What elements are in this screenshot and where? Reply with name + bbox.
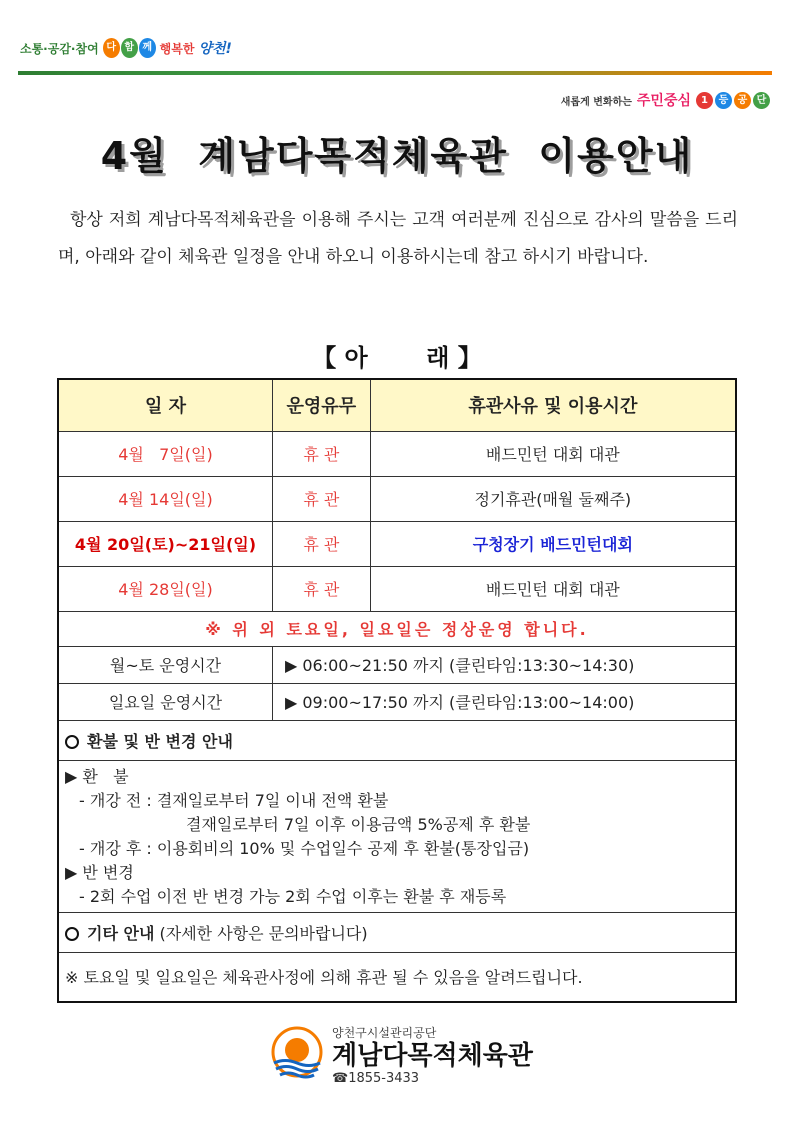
refund-line: 결재일로부터 7일 이후 이용금액 5%공제 후 환불	[186, 814, 531, 834]
footer-org: 양천구시설관리공단	[332, 1026, 437, 1040]
slogan-dahamkke-logo	[103, 38, 156, 58]
corp-circle-1: 1	[696, 92, 713, 109]
row-reason: 구청장기 배드민턴대회	[370, 521, 736, 566]
refund-line: - 개강 후 : 이용회비의 10% 및 수업일수 공제 후 환불(통장입금)	[79, 838, 530, 858]
hours-label: 월~토 운영시간	[58, 646, 272, 683]
refund-line: ▶ 반 변경	[65, 862, 134, 882]
corp-circle-3: 공	[734, 92, 751, 109]
circle-bullet-icon	[65, 735, 79, 749]
table-row	[58, 566, 736, 611]
slogan-city: 양천!	[198, 41, 232, 57]
circle-bullet-icon	[65, 927, 79, 941]
hours-label: 일요일 운영시간	[58, 683, 272, 720]
slogan-mid: 행복한	[159, 41, 195, 56]
row-date: 4월 7일(일)	[58, 431, 272, 476]
refund-line: ▶ 환 불	[65, 766, 129, 786]
row-reason: 배드민턴 대회 대관	[370, 566, 736, 611]
corp-slogan-main: 주민중심	[636, 93, 691, 109]
refund-detail-cell	[58, 760, 736, 912]
corp-circle-2: 등	[715, 92, 732, 109]
corp-circle-4: 단	[753, 92, 770, 109]
refund-title-cell	[58, 720, 736, 760]
row-status: 휴 관	[272, 521, 370, 566]
hours-value: ▶ 06:00~21:50 까지 (클린타임:13:30~14:30)	[272, 646, 736, 683]
other-title-row	[58, 912, 736, 952]
row-date: 4월 20일(토)~21일(일)	[58, 521, 272, 566]
other-title-cell	[58, 912, 736, 952]
row-date: 4월 28일(일)	[58, 566, 272, 611]
table-header-row	[58, 379, 736, 431]
refund-detail-row	[58, 760, 736, 912]
section-heading: 【 아 래 】	[312, 344, 482, 372]
refund-line: - 2회 수업 이전 반 변경 가능 2회 수업 이후는 환불 후 재등록	[79, 886, 507, 906]
page-title: 4월 계남다목적체육관 이용안내	[100, 134, 694, 178]
intro-paragraph: 항상 저희 계남다목적체육관을 이용해 주시는 고객 여러분께 진심으로 감사의 말씀을 드리며, 아래와 같이 체육관 일정을 안내 하오니 이용하시는데 참고 하시기 바랍니다.	[58, 210, 738, 267]
refund-title: 환불 및 반 변경 안내	[87, 731, 233, 751]
weekend-notice: ※ 위 외 토요일, 일요일은 정상운영 합니다.	[58, 611, 736, 646]
table-row	[58, 431, 736, 476]
table-row	[58, 476, 736, 521]
sun-wave-logo-icon	[268, 1026, 326, 1084]
other-title: 기타 안내	[87, 923, 155, 943]
other-note: (자세한 사항은 문의바랍니다)	[159, 923, 368, 943]
slogan-char-2: 함	[121, 38, 138, 58]
slogan-char-1: 다	[103, 38, 120, 58]
closing-note: ※ 토요일 및 일요일은 체육관사정에 의해 휴관 될 수 있음을 알려드립니다.	[58, 952, 736, 1002]
header-slogan	[20, 34, 232, 62]
row-status: 휴 관	[272, 431, 370, 476]
footer-text	[332, 1024, 533, 1086]
header-reason: 휴관사유 및 이용시간	[370, 379, 736, 431]
footer-tel: ☎1855-3433	[332, 1071, 420, 1086]
row-reason: 정기휴관(매월 둘째주)	[370, 476, 736, 521]
row-status: 휴 관	[272, 476, 370, 521]
footer-name: 계남다목적체육관	[332, 1041, 533, 1071]
slogan-prefix: 소통·공감·참여	[20, 41, 99, 56]
header-status: 운영유무	[272, 379, 370, 431]
table-row	[58, 521, 736, 566]
header-date: 일 자	[58, 379, 272, 431]
hours-value: ▶ 09:00~17:50 까지 (클린타임:13:00~14:00)	[272, 683, 736, 720]
corp-slogan-prefix: 새롭게 변화하는	[560, 96, 632, 108]
corporation-slogan	[561, 90, 770, 110]
closing-note-row	[58, 952, 736, 1002]
corp-slogan-circles	[696, 92, 770, 109]
row-reason: 배드민턴 대회 대관	[370, 431, 736, 476]
row-date: 4월 14일(일)	[58, 476, 272, 521]
refund-title-row	[58, 720, 736, 760]
row-status: 휴 관	[272, 566, 370, 611]
header-divider	[18, 71, 772, 75]
hours-row	[58, 683, 736, 720]
hours-row	[58, 646, 736, 683]
refund-line: - 개강 전 : 결재일로부터 7일 이내 전액 환불	[79, 790, 389, 810]
schedule-table	[57, 378, 737, 1003]
footer-logo	[268, 1024, 533, 1086]
weekend-notice-row	[58, 611, 736, 646]
slogan-char-3: 께	[139, 38, 156, 58]
